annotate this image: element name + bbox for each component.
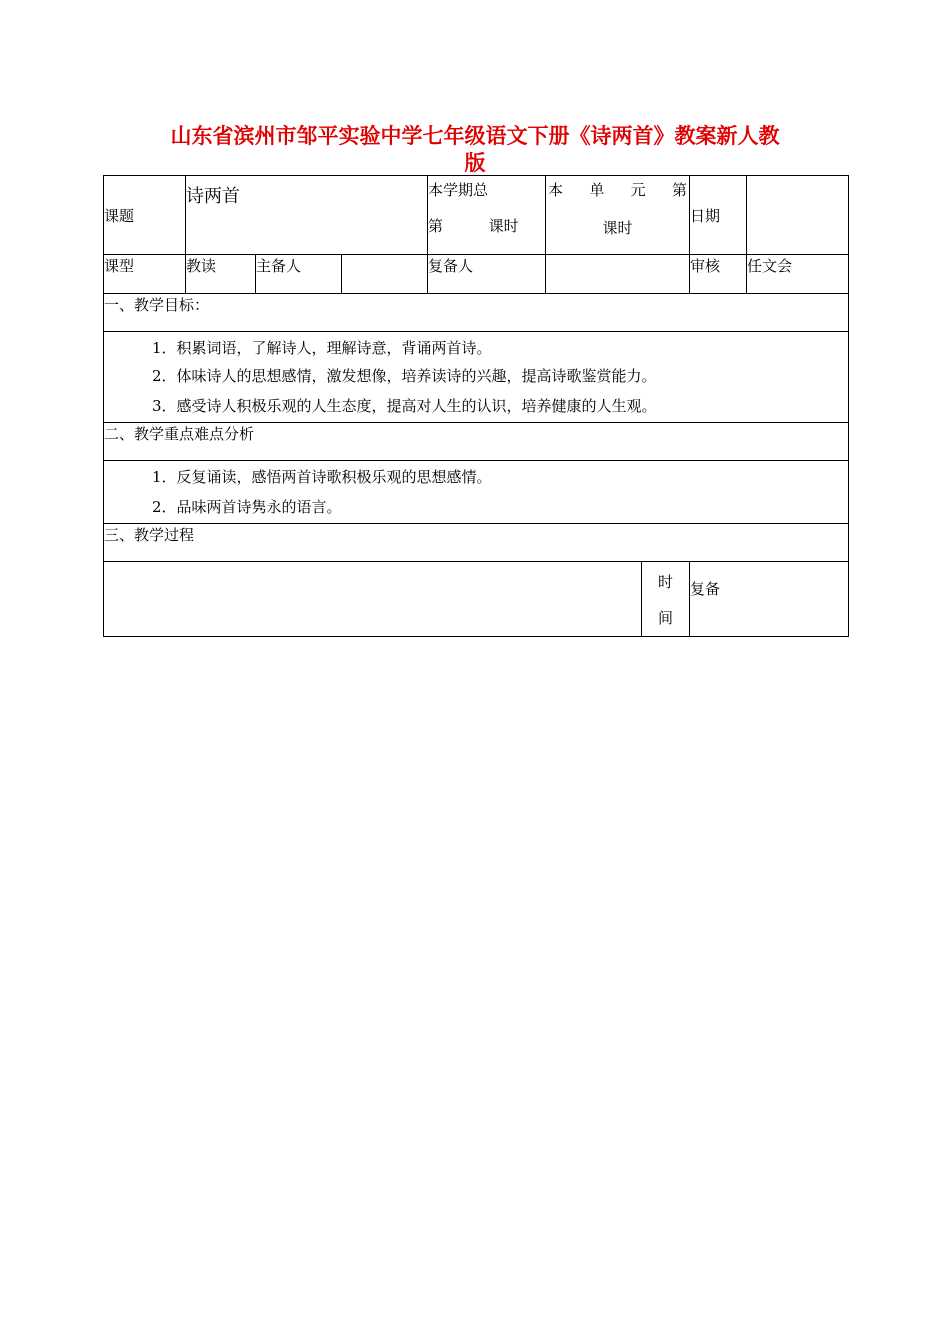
- header-row-1: [104, 176, 849, 255]
- goal-item: 3．感受诗人积极乐观的人生态度，提高对人生的认识，培养健康的人生观。: [152, 397, 657, 415]
- key-points-cell: [104, 461, 849, 524]
- date-value-cell: [747, 176, 849, 255]
- goals-heading: 一、教学目标：: [104, 296, 210, 314]
- process-content-cell: [104, 562, 642, 637]
- header-row-2: [104, 255, 849, 294]
- subject-value: 诗两首: [186, 186, 240, 207]
- subject-label: 课题: [104, 206, 135, 225]
- goals-row: [104, 332, 849, 423]
- date-label: 日期: [690, 206, 721, 225]
- term-total-cell: [428, 176, 546, 255]
- main-prep-label-cell: [256, 255, 342, 294]
- time-char-2: 间: [658, 609, 674, 627]
- re-prep-col-cell: [690, 562, 849, 637]
- key-point-item: 1．反复诵读，感悟两首诗歌积极乐观的思想感情。: [152, 468, 492, 486]
- document-title: [140, 122, 810, 176]
- process-heading-cell: [104, 524, 849, 562]
- goals-cell: [104, 332, 849, 423]
- process-row: [104, 562, 849, 637]
- unit-line-2: 课时: [602, 219, 633, 237]
- review-label: 审核: [690, 257, 721, 275]
- time-char-1: 时: [658, 573, 674, 591]
- main-prep-label: 主备人: [256, 257, 302, 275]
- title-line-2: 版: [464, 150, 486, 175]
- date-label-cell: [690, 176, 747, 255]
- unit-char-2: 单: [589, 181, 605, 199]
- process-heading-row: [104, 524, 849, 562]
- key-point-item: 2．品味两首诗隽永的语言。: [152, 498, 342, 516]
- type-value-cell: [186, 255, 256, 294]
- key-points-row: [104, 461, 849, 524]
- key-heading-row: [104, 423, 849, 461]
- subject-value-cell: [186, 176, 428, 255]
- key-heading: 二、教学重点难点分析: [104, 425, 255, 443]
- term-total-line2-a: 第: [428, 217, 444, 235]
- goal-item: 2．体味诗人的思想感情，激发想像，培养读诗的兴趣，提高诗歌鉴赏能力。: [152, 367, 657, 385]
- type-value: 教读: [186, 257, 217, 275]
- subject-label-cell: [104, 176, 186, 255]
- re-prep-label-cell: [428, 255, 546, 294]
- re-prep-value-cell: [546, 255, 690, 294]
- process-heading: 三、教学过程: [104, 526, 195, 544]
- lesson-plan-table: [103, 175, 849, 637]
- unit-char-3: 元: [630, 181, 646, 199]
- goals-heading-row: [104, 294, 849, 332]
- key-heading-cell: [104, 423, 849, 461]
- review-value-cell: [747, 255, 849, 294]
- type-label-cell: [104, 255, 186, 294]
- review-value: 任文会: [747, 257, 793, 275]
- goal-item: 1．积累词语，了解诗人，理解诗意，背诵两首诗。: [152, 339, 492, 357]
- type-label: 课型: [104, 257, 135, 275]
- re-prep-col-label: 复备: [690, 580, 721, 598]
- time-cell: [642, 562, 690, 637]
- re-prep-label: 复备人: [428, 257, 474, 275]
- title-line-1: 山东省滨州市邹平实验中学七年级语文下册《诗两首》教案新人教: [170, 123, 780, 148]
- term-total-line2-b: 课时: [488, 217, 519, 235]
- main-prep-value-cell: [342, 255, 428, 294]
- goals-heading-cell: [104, 294, 849, 332]
- unit-char-1: 本: [548, 181, 564, 199]
- unit-lesson-cell: [546, 176, 690, 255]
- review-label-cell: [690, 255, 747, 294]
- unit-char-4: 第: [672, 181, 688, 199]
- term-total-line1: 本学期总: [428, 181, 489, 199]
